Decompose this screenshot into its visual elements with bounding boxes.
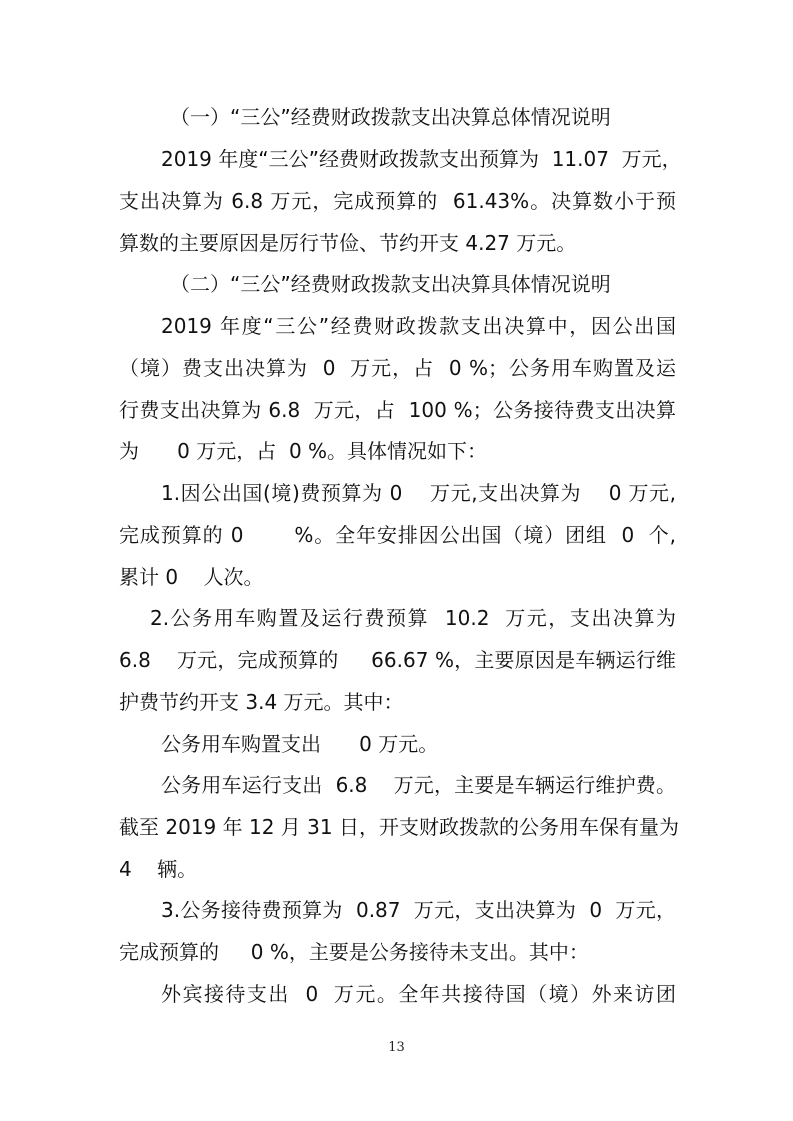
item2-operation-line-3: 4 辆。 <box>119 857 198 881</box>
item1-line-1: 1.因公出国(境)费预算为 0 万元,支出决算为 0 万元, <box>161 481 676 505</box>
item2-line-2: 6.8 万元，完成预算的 66.67 %，主要原因是车辆运行维 <box>119 648 676 672</box>
section2-intro-line-3: 行费支出决算为 6.8 万元，占 100 %；公务接待费支出决算 <box>119 398 676 422</box>
section1-line-1: 2019 年度“三公”经费财政拨款支出预算为 11.07 万元， <box>161 147 682 171</box>
section2-intro-line-1: 2019 年度“三公”经费财政拨款支出决算中，因公出国 <box>161 314 676 338</box>
item3-line-2: 完成预算的 0 %，主要是公务接待未支出。其中： <box>119 940 589 964</box>
section1-heading: （一）“三公”经费财政拨款支出决算总体情况说明 <box>170 105 611 129</box>
section2-heading: （二）“三公”经费财政拨款支出决算具体情况说明 <box>170 272 611 296</box>
item3-foreign-line: 外宾接待支出 0 万元。全年共接待国（境）外来访团 <box>161 982 676 1006</box>
section1-line-2: 支出决算为 6.8 万元，完成预算的 61.43%。决算数小于预 <box>119 189 676 213</box>
page-number: 13 <box>388 1040 405 1055</box>
item2-purchase-line: 公务用车购置支出 0 万元。 <box>161 732 439 756</box>
section1-line-3: 算数的主要原因是厉行节俭、节约开支 4.27 万元。 <box>119 231 577 255</box>
section2-intro-line-4: 为 0 万元，占 0 %。具体情况如下： <box>119 439 488 463</box>
item2-line-3: 护费节约开支 3.4 万元。其中： <box>119 690 404 714</box>
section2-intro-line-2: （境）费支出决算为 0 万元，占 0 %；公务用车购置及运 <box>119 356 676 380</box>
item1-line-2: 完成预算的 0 %。全年安排因公出国（境）团组 0 个, <box>119 523 676 547</box>
item1-line-3: 累计 0 人次。 <box>119 565 264 589</box>
item2-operation-line-1: 公务用车运行支出 6.8 万元，主要是车辆运行维护费。 <box>161 773 676 797</box>
item2-line-1: 2.公务用车购置及运行费预算 10.2 万元，支出决算为 <box>150 606 676 630</box>
item2-operation-line-2: 截至 2019 年 12 月 31 日，开支财政拨款的公务用车保有量为 <box>119 815 679 839</box>
item3-line-1: 3.公务接待费预算为 0.87 万元，支出决算为 0 万元， <box>161 898 676 922</box>
